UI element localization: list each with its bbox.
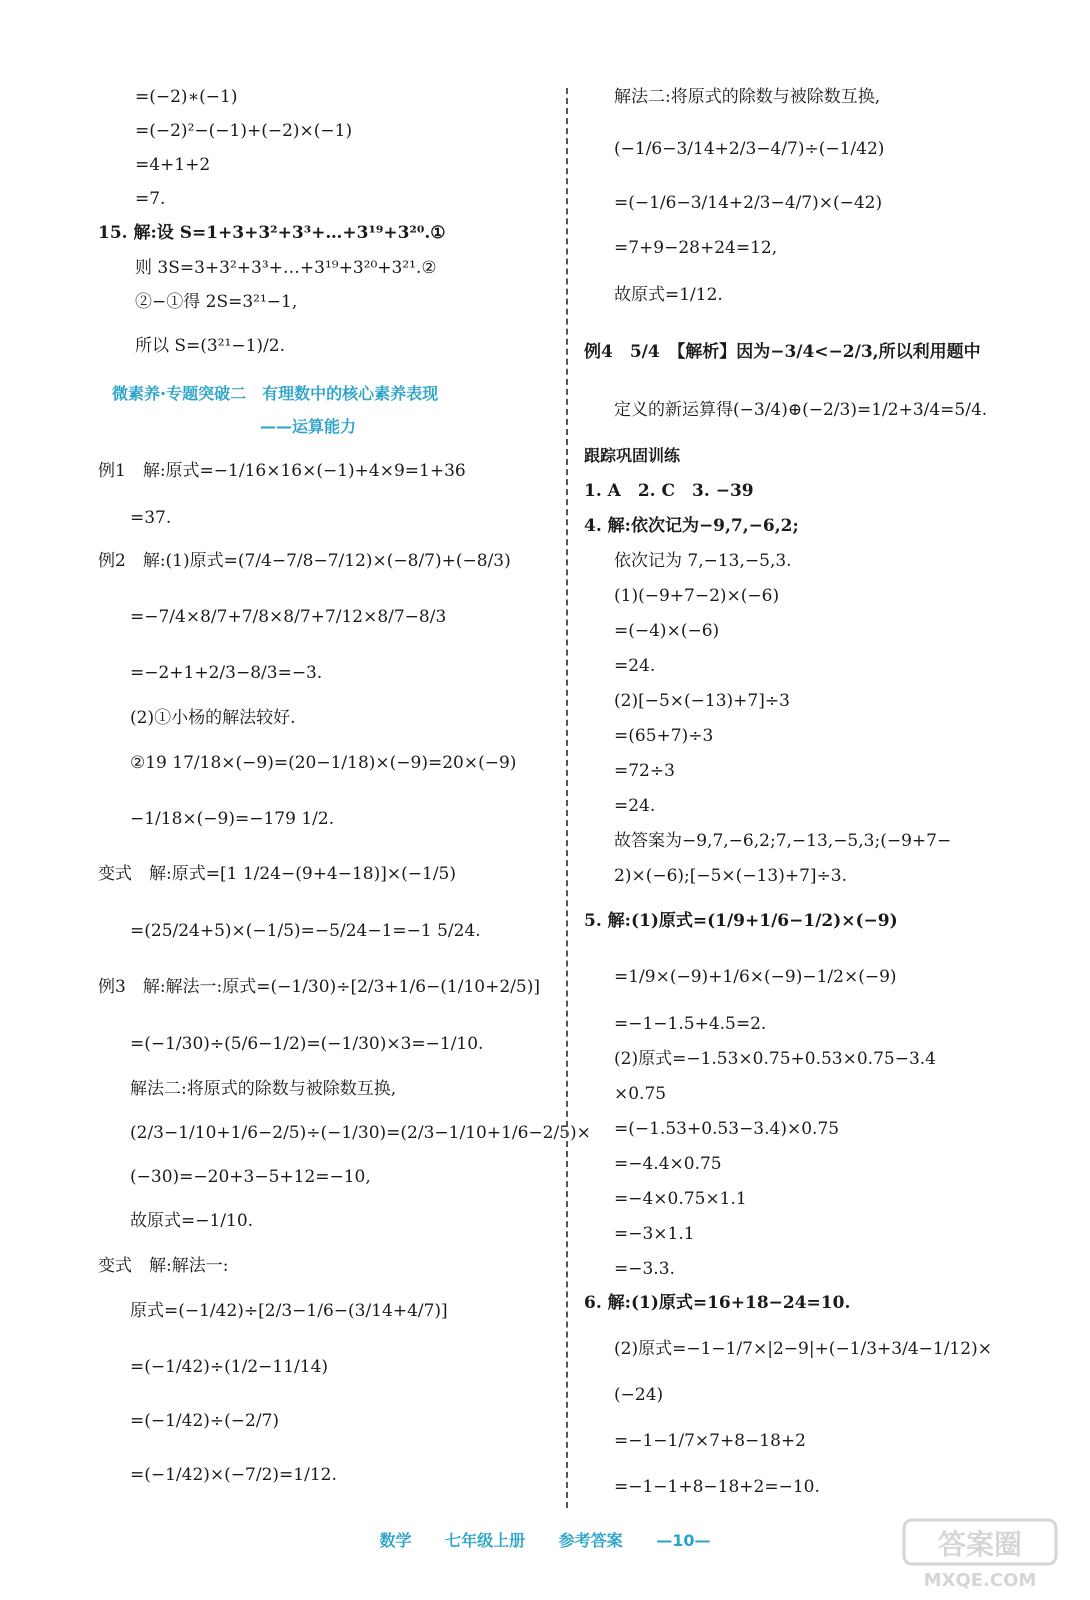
watermark-logo	[900, 1516, 1060, 1592]
text-line: (1)(−9+7−2)×(−6)	[614, 586, 780, 606]
text-line: (2)原式=−1.53×0.75+0.53×0.75−3.4	[614, 1049, 936, 1069]
text-line: ②−①得 2S=3²¹−1,	[135, 292, 298, 312]
watermark-top: 答案圈	[937, 1528, 1023, 1561]
text-line: (2)[−5×(−13)+7]÷3	[614, 691, 790, 711]
text-line: (−30)=−20+3−5+12=−10,	[130, 1167, 371, 1187]
problem-15: 15. 解:设 S=1+3+3²+3³+…+3¹⁹+3²⁰.①	[98, 223, 446, 243]
text-line: (2)①小杨的解法较好.	[130, 708, 296, 728]
text-line: =(−1/42)×(−7/2)=1/12.	[130, 1465, 337, 1485]
problem-4: 4. 解:依次记为−9,7,−6,2;	[584, 516, 799, 536]
text-line: =(25/24+5)×(−1/5)=−5/24−1=−1 5/24.	[130, 921, 481, 941]
text-line: =24.	[614, 656, 656, 676]
text-line: =−2+1+2/3−8/3=−3.	[130, 663, 323, 683]
footer-subject: 数学	[379, 1531, 412, 1550]
text-line: 依次记为 7,−13,−5,3.	[614, 551, 792, 571]
text-line: =−4×0.75×1.1	[614, 1189, 747, 1209]
text-line: ②19 17/18×(−9)=(20−1/18)×(−9)=20×(−9)	[130, 753, 517, 773]
training-heading: 跟踪巩固训练	[584, 446, 681, 465]
text-line: =(65+7)÷3	[614, 726, 714, 746]
problem-5: 5. 解:(1)原式=(1/9+1/6−1/2)×(−9)	[584, 911, 898, 931]
text-line: =37.	[130, 508, 172, 528]
answers-1-3: 1. A 2. C 3. −39	[584, 481, 754, 501]
text-line: ×0.75	[614, 1084, 667, 1104]
section-subtitle: ——运算能力	[260, 417, 357, 436]
text-line: 定义的新运算得(−3/4)⊕(−2/3)=1/2+3/4=5/4.	[614, 400, 988, 420]
text-line: 故答案为−9,7,−6,2;7,−13,−5,3;(−9+7−	[614, 831, 952, 851]
text-line: 故原式=1/12.	[614, 285, 723, 305]
text-line: =1/9×(−9)+1/6×(−9)−1/2×(−9)	[614, 967, 897, 987]
text-line: =(−1/42)÷(−2/7)	[130, 1411, 280, 1431]
text-line: (−1/6−3/14+2/3−4/7)÷(−1/42)	[614, 139, 885, 159]
text-line: =24.	[614, 796, 656, 816]
footer-answers: 参考答案	[558, 1531, 623, 1550]
example-2: 例2 解:(1)原式=(7/4−7/8−7/12)×(−8/7)+(−8/3)	[98, 551, 511, 571]
column-divider	[566, 88, 568, 1508]
variant-1: 变式 解:原式=[1 1/24−(9+4−18)]×(−1/5)	[98, 864, 457, 884]
text-line: =(−1/42)÷(1/2−11/14)	[130, 1357, 329, 1377]
text-line: =−1−1/7×7+8−18+2	[614, 1431, 806, 1451]
text-line: 原式=(−1/42)÷[2/3−1/6−(3/14+4/7)]	[130, 1301, 448, 1321]
text-line: =−3×1.1	[614, 1224, 695, 1244]
text-line: =72÷3	[614, 761, 675, 781]
watermark-bottom: MXQE.COM	[923, 1570, 1037, 1591]
text-line: (−24)	[614, 1385, 664, 1405]
text-line: =(−2)²−(−1)+(−2)×(−1)	[135, 121, 353, 141]
text-line: (2/3−1/10+1/6−2/5)÷(−1/30)=(2/3−1/10+1/6−2/5)×	[130, 1123, 591, 1143]
text-line: =−1−1+8−18+2=−10.	[614, 1477, 820, 1497]
text-line: 所以 S=(3²¹−1)/2.	[135, 336, 286, 356]
footer-page-number: —10—	[656, 1531, 711, 1550]
text-line: 则 3S=3+3²+3³+…+3¹⁹+3²⁰+3²¹.②	[135, 258, 437, 278]
text-line: 解法二:将原式的除数与被除数互换,	[614, 87, 881, 107]
problem-6: 6. 解:(1)原式=16+18−24=10.	[584, 1293, 851, 1313]
text-line: =(−1/30)÷(5/6−1/2)=(−1/30)×3=−1/10.	[130, 1034, 484, 1054]
text-line: =(−1.53+0.53−3.4)×0.75	[614, 1119, 840, 1139]
text-line: =(−4)×(−6)	[614, 621, 720, 641]
example-3: 例3 解:解法一:原式=(−1/30)÷[2/3+1/6−(1/10+2/5)]	[98, 977, 540, 997]
text-line: 故原式=−1/10.	[130, 1211, 254, 1231]
text-line: =−3.3.	[614, 1259, 675, 1279]
text-line: 解法二:将原式的除数与被除数互换,	[130, 1079, 397, 1099]
section-title: 微素养·专题突破二 有理数中的核心素养表现	[112, 384, 439, 403]
text-line: =−7/4×8/7+7/8×8/7+7/12×8/7−8/3	[130, 607, 447, 627]
text-line: =7.	[135, 189, 166, 209]
footer-grade: 七年级上册	[445, 1531, 526, 1550]
text-line: 2)×(−6);[−5×(−13)+7]÷3.	[614, 866, 847, 886]
text-line: =4+1+2	[135, 155, 211, 175]
text-line: −1/18×(−9)=−179 1/2.	[130, 809, 335, 829]
text-line: =−4.4×0.75	[614, 1154, 722, 1174]
text-line: (2)原式=−1−1/7×|2−9|+(−1/3+3/4−1/12)×	[614, 1339, 992, 1359]
variant-2: 变式 解:解法一:	[98, 1256, 229, 1276]
text-line: =−1−1.5+4.5=2.	[614, 1014, 767, 1034]
text-line: =(−1/6−3/14+2/3−4/7)×(−42)	[614, 193, 883, 213]
text-line: =(−2)∗(−1)	[135, 87, 238, 107]
example-1: 例1 解:原式=−1/16×16×(−1)+4×9=1+36	[98, 461, 466, 481]
example-4: 例4 5/4 【解析】因为−3/4<−2/3,所以利用题中	[584, 342, 981, 362]
text-line: =7+9−28+24=12,	[614, 238, 778, 258]
